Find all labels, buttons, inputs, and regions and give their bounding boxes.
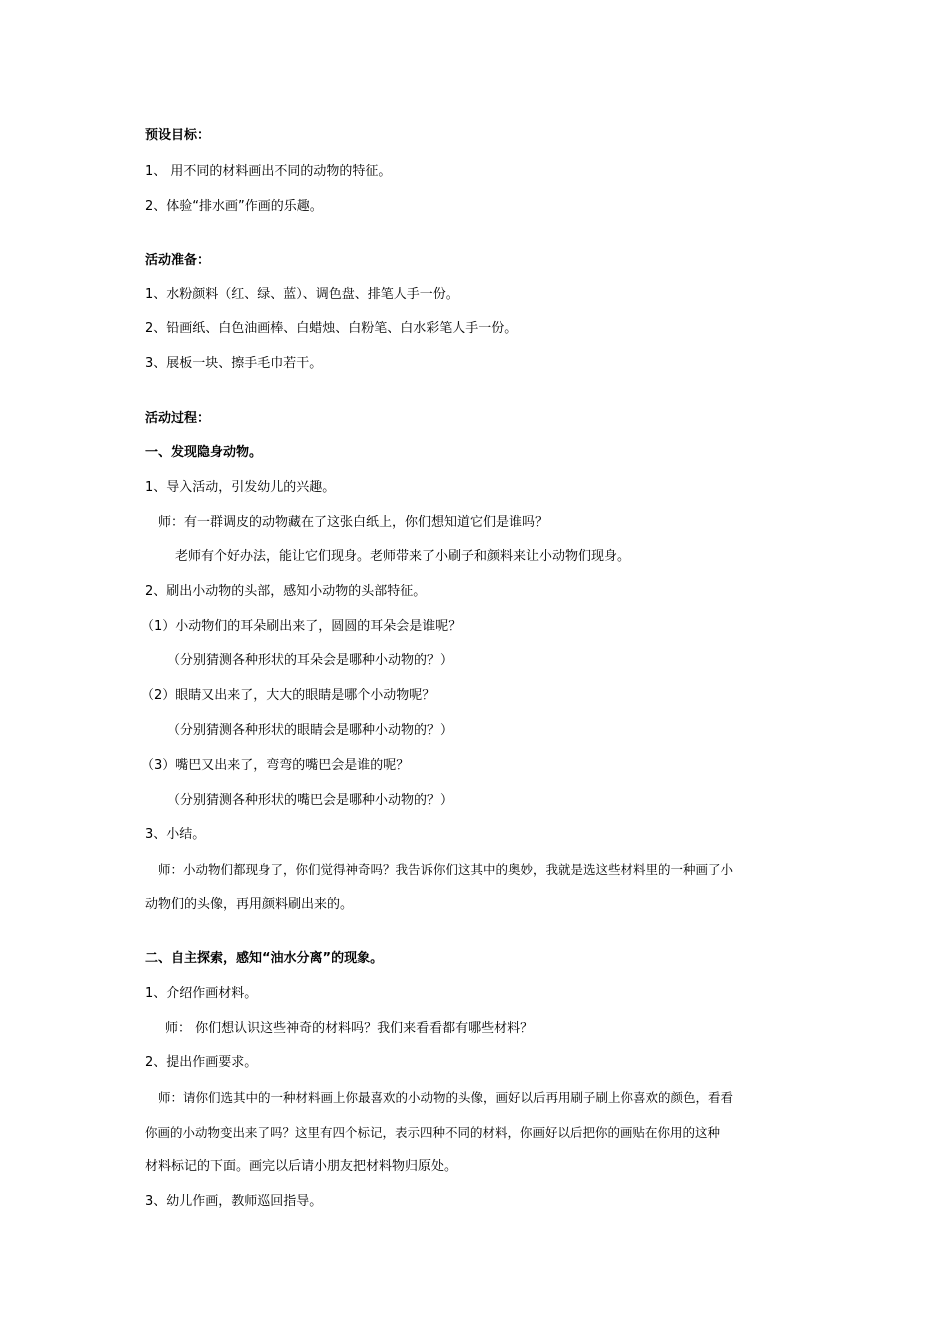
process-line: 你画的小动物变出来了吗？这里有四个标记，表示四种不同的材料，你画好以后把你的画贴在你用的这种 xyxy=(145,1125,721,1140)
process-line: 师：小动物们都现身了，你们觉得神奇吗？我告诉你们这其中的奥妙，我就是选这些材料里的一种画了小 xyxy=(158,862,734,877)
process-heading: 活动过程： xyxy=(145,411,211,426)
preparation-item: 2、铅画纸、白色油画棒、白蜡烛、白粉笔、白水彩笔人手一份。 xyxy=(145,321,518,336)
preparation-item: 1、水粉颜料（红、绿、蓝）、调色盘、排笔人手一份。 xyxy=(145,287,459,302)
process-line: 1、导入活动，引发幼儿的兴趣。 xyxy=(145,480,336,495)
process-line: 材料标记的下面。画完以后请小朋友把材料物归原处。 xyxy=(145,1159,458,1174)
goal-item: 2、体验“排水画”作画的乐趣。 xyxy=(145,199,323,214)
preparation-item: 3、展板一块、擦手毛巾若干。 xyxy=(145,356,323,371)
goal-item: 1、 用不同的材料画出不同的动物的特征。 xyxy=(145,164,392,179)
process-line: 老师有个好办法，能让它们现身。老师带来了小刷子和颜料来让小动物们现身。 xyxy=(175,549,631,564)
process-line: 2、刷出小动物的头部，感知小动物的头部特征。 xyxy=(145,584,427,599)
process-line: 动物们的头像，再用颜料刷出来的。 xyxy=(145,897,354,912)
process-line: 3、小结。 xyxy=(145,827,206,842)
process-line: 师：有一群调皮的动物藏在了这张白纸上，你们想知道它们是谁吗？ xyxy=(158,515,549,530)
process-line: 师： 你们想认识这些神奇的材料吗？我们来看看都有哪些材料？ xyxy=(165,1021,534,1036)
preparation-heading: 活动准备： xyxy=(145,253,211,268)
process-line: 师：请你们选其中的一种材料画上你最喜欢的小动物的头像，画好以后再用刷子刷上你喜欢的颜色，看看 xyxy=(158,1090,734,1105)
process-line: 3、幼儿作画，教师巡回指导。 xyxy=(145,1194,323,1209)
process-line: 2、提出作画要求。 xyxy=(145,1055,258,1070)
process-line: （1）小动物们的耳朵刷出来了，圆圆的耳朵会是谁呢？ xyxy=(141,619,462,634)
part2-title: 二、自主探索，感知“油水分离”的现象。 xyxy=(145,951,384,966)
process-line: （2）眼睛又出来了，大大的眼睛是哪个小动物呢？ xyxy=(141,688,436,703)
process-line: （3）嘴巴又出来了，弯弯的嘴巴会是谁的呢？ xyxy=(141,758,410,773)
process-line: （分别猜测各种形状的嘴巴会是哪种小动物的？） xyxy=(167,793,454,808)
process-line: （分别猜测各种形状的耳朵会是哪种小动物的？） xyxy=(167,653,454,668)
part1-title: 一、发现隐身动物。 xyxy=(145,445,263,460)
goals-heading: 预设目标： xyxy=(145,128,211,143)
process-line: 1、介绍作画材料。 xyxy=(145,986,258,1001)
process-line: （分别猜测各种形状的眼睛会是哪种小动物的？） xyxy=(167,723,454,738)
